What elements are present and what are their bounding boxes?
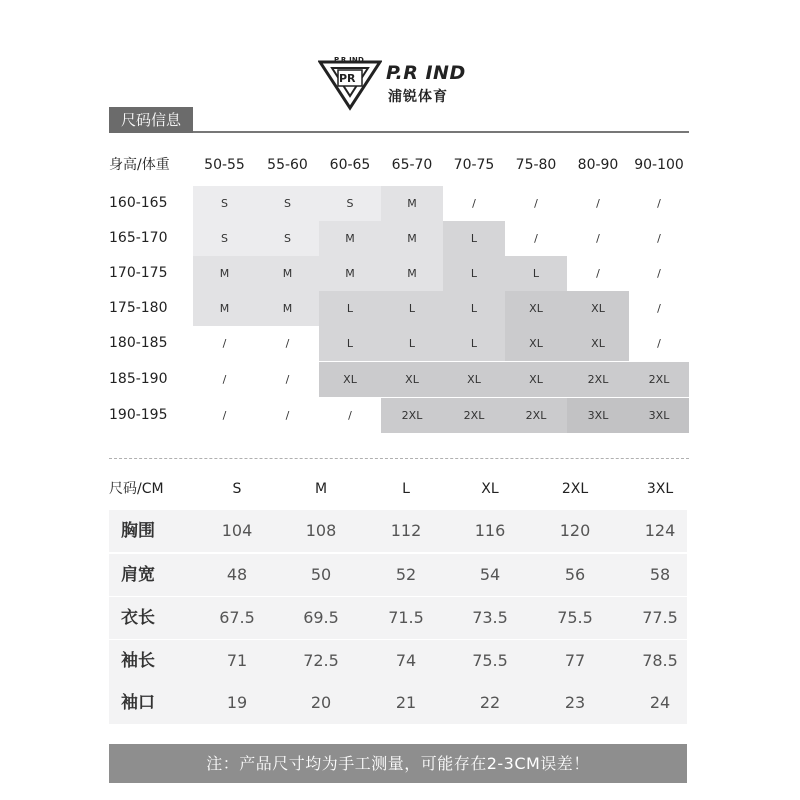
size-cell: 2XL [443,398,505,433]
height-label: 165-170 [109,230,168,246]
size-cell: / [285,337,290,350]
measurement-value: 22 [479,693,501,712]
size-header: S [232,481,242,497]
measurement-value: 72.5 [303,651,339,670]
dashed-divider [109,458,689,459]
weight-header: 65-70 [391,157,433,173]
measurement-label: 袖长 [121,651,155,671]
measurement-value: 19 [226,693,248,712]
height-label: 190-195 [109,407,168,423]
matrix-row [109,362,689,397]
matrix-row [109,326,689,361]
brand-mark-inner: PR [339,72,356,85]
height-label: 175-180 [109,300,168,316]
size-cell: 3XL [629,398,689,433]
size-cell: L [443,291,505,326]
size-cell: XL [319,362,381,397]
size-cell: / [534,197,538,210]
size-cell: L [319,291,381,326]
measurement-value: 24 [649,693,671,712]
measurement-value: 104 [221,521,253,540]
size-cell: L [443,221,505,256]
measurement-value: 124 [644,521,676,540]
size-cell: / [596,197,600,210]
measurement-value: 112 [390,521,422,540]
size-cell: 2XL [629,362,689,397]
measurement-value: 48 [226,565,248,584]
size-cell: L [319,326,381,361]
size-cell: S [319,186,381,221]
size-cell: S [256,186,319,221]
size-cell: / [657,267,661,280]
measurement-value: 54 [479,565,501,584]
size-cell: 2XL [381,398,443,433]
size-cell: / [222,337,227,350]
matrix-row [109,256,689,291]
size-cell: / [348,409,352,422]
measurement-note: 注：产品尺寸均为手工测量，可能存在2-3CM误差！ [109,744,687,783]
section-divider [193,131,689,133]
size-cell: 2XL [505,398,567,433]
measurement-value: 56 [564,565,586,584]
size-cell: L [443,256,505,291]
size-cell: / [285,373,290,386]
size-cell: M [319,256,381,291]
measurement-label: 胸围 [121,521,155,541]
measurement-row-cuff [109,682,687,724]
size-cell: / [596,267,600,280]
size-cell: / [222,409,227,422]
size-cell: / [285,409,290,422]
size-cell: XL [443,362,505,397]
size-cell: / [657,337,661,350]
size-cell: S [256,221,319,256]
measurement-value: 74 [395,651,417,670]
size-cell: XL [505,291,567,326]
measurement-value: 77 [564,651,586,670]
measurement-value: 58 [649,565,671,584]
size-cell: / [657,232,661,245]
size-cell: XL [505,362,567,397]
size-cell: L [443,326,505,361]
measurement-row-length [109,597,687,639]
measurement-value: 69.5 [303,608,339,627]
measurement-value: 78.5 [642,651,678,670]
size-cell: 2XL [567,362,629,397]
weight-header: 90-100 [634,157,684,173]
size-header: 2XL [561,481,589,497]
size-cell: / [222,373,227,386]
measurement-label: 袖口 [121,693,155,713]
size-header: 3XL [646,481,674,497]
size-cell: 3XL [567,398,629,433]
size-cell: XL [505,326,567,361]
measurement-value: 73.5 [472,608,508,627]
brand-emblem-icon [318,56,382,112]
brand-name-en: P.R IND [386,62,466,84]
size-cell: XL [567,326,629,361]
measurement-value: 75.5 [472,651,508,670]
size-cell: L [381,291,443,326]
matrix-row [109,398,689,433]
size-cell: XL [381,362,443,397]
weight-header: 50-55 [204,157,245,173]
measurement-corner-label: 尺码/CM [109,481,164,497]
size-cell: M [193,256,256,291]
measurement-label: 衣长 [121,608,155,628]
measurement-value: 75.5 [557,608,593,627]
size-cell: / [534,232,538,245]
measurement-value: 77.5 [642,608,678,627]
measurement-header-row [109,470,687,508]
height-label: 160-165 [109,195,168,211]
measurement-label: 肩宽 [121,565,155,585]
size-cell: / [596,232,600,245]
measurement-value: 21 [395,693,417,712]
size-cell: XL [567,291,629,326]
matrix-row [109,291,689,326]
matrix-row [109,221,689,256]
size-cell: / [472,197,476,210]
brand-mark-text: P.R IND [334,56,365,64]
brand-logo [318,56,490,112]
measurement-value: 71 [226,651,248,670]
measurement-row-chest [109,510,687,552]
weight-header: 60-65 [329,157,371,173]
measurement-value: 67.5 [219,608,255,627]
height-label: 185-190 [109,371,168,387]
size-cell: M [381,186,443,221]
size-cell: M [193,291,256,326]
size-cell: M [256,291,319,326]
measurement-value: 108 [305,521,337,540]
size-cell: M [381,221,443,256]
weight-header: 80-90 [577,157,619,173]
measurement-row-sleeve [109,640,687,682]
matrix-row [109,186,689,221]
measurement-value: 52 [395,565,417,584]
size-header: L [402,481,410,497]
brand-name-cn: 浦锐体育 [388,89,448,105]
size-cell: / [657,197,661,210]
size-cell: M [381,256,443,291]
measurement-value: 116 [474,521,506,540]
weight-header: 75-80 [515,157,557,173]
weight-header: 70-75 [453,157,495,173]
weight-header: 55-60 [267,157,308,173]
measurement-row-shoulder [109,554,687,596]
size-cell: S [193,221,256,256]
section-title: 尺码信息 [109,107,193,133]
size-cell: M [319,221,381,256]
matrix-header-row [109,146,689,184]
size-cell: S [193,186,256,221]
measurement-value: 20 [310,693,332,712]
size-header: M [314,481,328,497]
size-cell: / [657,302,661,315]
size-cell: L [505,256,567,291]
matrix-corner-label: 身高/体重 [109,157,170,173]
height-label: 170-175 [109,265,168,281]
size-header: XL [481,481,499,497]
measurement-value: 50 [310,565,332,584]
size-cell: M [256,256,319,291]
measurement-value: 71.5 [388,608,424,627]
height-label: 180-185 [109,335,168,351]
size-cell: L [381,326,443,361]
measurement-value: 23 [564,693,586,712]
measurement-value: 120 [559,521,591,540]
